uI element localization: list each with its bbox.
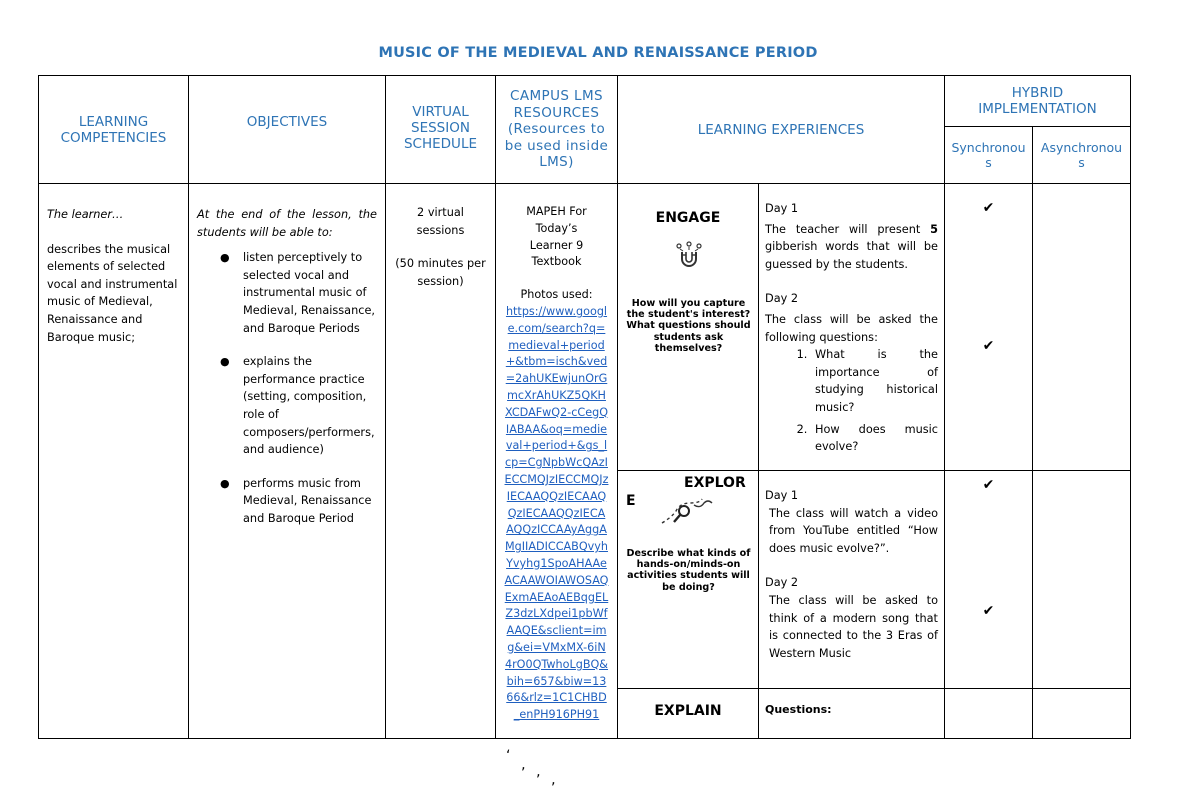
header-lms: CAMPUS LMS RESOURCES (Resources to be used inside LMS) (496, 76, 618, 184)
header-synchronous: Synchronous (945, 127, 1033, 184)
header-experiences: LEARNING EXPERIENCES (618, 76, 945, 184)
engage-phase-cell (618, 184, 759, 471)
objective-item: ● listen perceptively to selected vocal and instrumental music of Medieval, Renaissance, and Baroque Periods (220, 251, 376, 335)
page-title: MUSIC OF THE MEDIEVAL AND RENAISSANCE PERIOD (378, 45, 818, 61)
objectives-cell (189, 184, 386, 739)
check-icon: ✔ (982, 338, 995, 354)
header-hybrid: HYBRID IMPLEMENTATION (945, 76, 1131, 127)
explain-phase-cell (618, 689, 759, 739)
footer-mark: ‚ (536, 764, 541, 780)
objective-item: ● performs music from Medieval, Renaissance and Baroque Period (220, 476, 372, 525)
bullet-icon: ● (220, 251, 230, 265)
bullet-icon: ● (220, 355, 230, 369)
explore-activities-cell: Day 1 The class will watch a video from YouTube entitled “How does music evolve?”. Day 2 The class will be asked to think of a modern song that is connected to the 3 Eras of Western Music (759, 471, 945, 689)
lms-photo-link[interactable]: https://www.google.com/search?q=medieval+period+&tbm=isch&ved=2ahUKEwjunOrGmcXrAhUKZ5QKHXCDAFwQ2-cCegQIABAA&oq=medieval+period+&gs_lcp=CgNpbWcQAzIECCMQJzIECCMQJzIECAAQQzIECAAQQzIECAAQQzIECAAQQzICCAAyAggAMgIIADICCABQvyhYvyhg1SpoAHAAeACAAWOIAWOSAQExmAEAoAEBqgELZ3dzLXdpei1pbWfAAQE&sclient=img&ei=VMxMX-6iN4rO0QTwhoLgBQ&bih=657&biw=1366&rlz=1C1CHBD_enPH916PH91 (504, 304, 609, 722)
footer-mark: ‚ (521, 757, 526, 773)
check-icon: ✔ (982, 200, 995, 216)
explore-phase-cell: EXPLOR E Describe what kinds of hands-on/minds-on activities students will be doing? (618, 471, 759, 689)
engage-question-item: 1. What is the importance of studying historical music? (811, 346, 938, 416)
check-icon: ✔ (982, 603, 995, 619)
lms-cell: MAPEH For Today’s Learner 9 Textbook Photos used: https://www.google.com/search?q=medieval+period+&tbm=isch&ved=2ahUKEwjunOrGmcXrAhUKZ5QKHXCDAFwQ2-cCegQIABAA&oq=medieval+period+&gs_lcp=CgNpbWcQAzIECCMQJzIECCMQJzIECAAQQzIECAAQQzIECAAQQzIECAAQQzICCAAyAggAMgIIADICCABQvyhYvyhg1SpoAHAAeACAAWOIAWOSAQExmAEAoAEBqgELZ3dzLXdpei1pbWfAAQE&sclient=img&ei=VMxMX-6iN4rO0QTwhoLgBQ&bih=657&biw=1366&rlz=1C1CHBD_enPH916PH91 (496, 184, 618, 739)
header-competencies: LEARNING COMPETENCIES (39, 76, 189, 184)
explain-title: EXPLAIN (654, 703, 722, 719)
engage-title: ENGAGE (655, 210, 721, 226)
competencies-text: describes the musical elements of selected vocal and instrumental music of Medieval, Renaissance and Baroque music; (47, 242, 178, 344)
engage-question-item: 2. How does music evolve? (811, 421, 938, 456)
bullet-icon: ● (220, 476, 230, 490)
explore-synchronous-cell (945, 471, 1033, 689)
check-icon: ✔ (982, 477, 995, 493)
schedule-cell: 2 virtual sessions (50 minutes per session) (386, 184, 496, 739)
objectives-lead: At the end of the lesson, the students will be able to: (197, 208, 377, 239)
explore-asynchronous-cell (1033, 471, 1131, 689)
competencies-cell (39, 184, 189, 739)
engage-activities-cell: Day 1 The teacher will present 5 gibberish words that will be guessed by the students. Day 2 The class will be asked the following questions: 1. What is the importance of studying historical music? 2. How does music evolve? (759, 184, 945, 471)
engage-question: How will you capture the student's interest? What questions should students ask themselves? (626, 298, 751, 354)
objective-item: ● explains the performance practice (setting, composition, role of composers/performers, and audience) (220, 355, 375, 457)
header-schedule: VIRTUAL SESSION SCHEDULE (386, 76, 496, 184)
header-objectives: OBJECTIVES (189, 76, 386, 184)
competencies-lead: The learner… (47, 208, 124, 221)
footer-mark: ‚ (551, 772, 556, 788)
header-asynchronous: Asynchronous (1033, 127, 1131, 184)
magnet-icon (673, 240, 705, 272)
explain-asynchronous-cell (1033, 689, 1131, 739)
footer-mark: ‘ (506, 748, 511, 764)
explain-synchronous-cell (945, 689, 1033, 739)
explore-title: EXPLOR (684, 475, 746, 491)
lesson-plan-table (38, 75, 1131, 739)
explore-icon (660, 497, 716, 527)
explore-question: Describe what kinds of hands-on/minds-on activities students will be doing? (626, 548, 751, 593)
engage-asynchronous-cell (1033, 184, 1131, 471)
engage-synchronous-cell (945, 184, 1033, 471)
explain-activities-cell: Questions: (759, 689, 945, 739)
